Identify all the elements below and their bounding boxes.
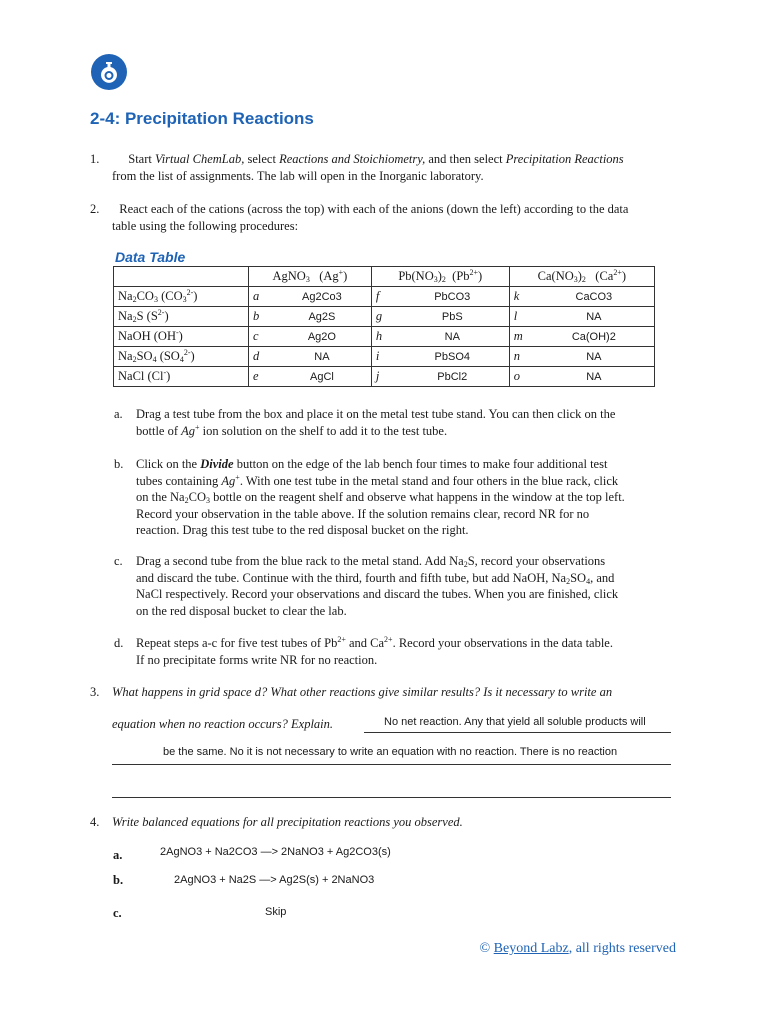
page-title: 2-4: Precipitation Reactions (90, 109, 314, 128)
data-table (113, 266, 655, 387)
table-header-row (114, 267, 655, 287)
footer-text: , all rights reserved (568, 941, 676, 956)
table-row (114, 367, 655, 387)
grid-letter: c (249, 327, 274, 347)
answer-cell[interactable]: Ag2S (273, 307, 371, 327)
table-row (114, 327, 655, 347)
substep-text: on the red disposal bucket to clear the lab. (136, 603, 347, 618)
grid-letter: h (371, 327, 396, 347)
substep-text: NaCl respectively. Record your observations and discard the tubes. When you are finished, click (136, 587, 619, 601)
answer-cell[interactable]: AgCl (273, 367, 371, 387)
answer-cell[interactable]: NA (396, 327, 509, 347)
table-row (114, 347, 655, 367)
answer-line (112, 797, 671, 798)
substep-label: c. (114, 554, 123, 568)
question-3 (90, 685, 612, 700)
equation-label: a. (113, 848, 123, 862)
anion-cell: $Na_2SO_4$ $(SO_4^{2-})$ (114, 347, 249, 367)
flask-logo-icon (91, 54, 127, 90)
step-text: table using the following procedures: (112, 218, 299, 233)
answer-cell[interactable]: Ag2Co3 (273, 287, 371, 307)
substep-text: button on the edge of the lab bench four times to make four additional test (233, 457, 608, 471)
beyond-labz-logo (91, 54, 127, 90)
substep-text: Record your observation in the table above. If the solution remains clear, record NR for no (136, 506, 590, 521)
grid-letter: a (249, 287, 274, 307)
substep-a (114, 406, 615, 439)
step-text: Virtual ChemLab, (154, 152, 245, 166)
equation-label: b. (113, 873, 124, 887)
step-text: Reactions and Stoichiometry, (279, 152, 426, 166)
answer-text[interactable]: No net reaction. Any that yield all soluble products will (384, 716, 646, 728)
answer-text[interactable]: be the same. No it is not necessary to write an equation with no reaction. There is no reaction (163, 746, 618, 758)
answer-line (112, 764, 671, 765)
answer-cell[interactable]: Ca(OH)2 (534, 327, 655, 347)
corner-cell (114, 267, 249, 287)
grid-letter: l (509, 307, 534, 327)
header-agno3: AgNO$_3$ (Ag+) (249, 267, 372, 287)
copyright-symbol: © (479, 941, 491, 956)
substep-text: S, record your observations (467, 554, 606, 568)
brand-link[interactable]: Beyond Labz (493, 941, 569, 956)
question-number: 3. (90, 685, 100, 699)
step-1 (90, 151, 624, 184)
question-text: equation when no reaction occurs? Explain. (112, 717, 334, 731)
answer-cell[interactable]: PbCO3 (396, 287, 509, 307)
answer-cell[interactable]: NA (534, 307, 655, 327)
substep-b (114, 456, 625, 539)
equation-answer[interactable]: 2AgNO3 + Na2CO3 —> 2NaNO3 + Ag2CO3(s) (160, 846, 391, 858)
question-text: What happens in grid space d? What other reactions give similar results? Is it necessary to write an (112, 685, 613, 699)
anion-cell: $Na_2CO_3$ $(CO_3^{2-})$ (114, 287, 249, 307)
answer-cell[interactable]: PbCl2 (396, 367, 509, 387)
answer-cell[interactable]: PbS (396, 307, 509, 327)
answer-cell[interactable]: NA (273, 347, 371, 367)
substep-text: bottle of Ag+ ion solution on the shelf to add it to the test tube. (136, 422, 448, 438)
anion-cell: NaOH (OH-) (114, 327, 249, 347)
data-table-caption: Data Table (115, 249, 186, 265)
substep-text: 2+ (384, 635, 393, 644)
equation-answer[interactable]: Skip (265, 906, 287, 918)
substep-text: Drag a second tube from the blue rack to the metal stand. Add Na (136, 554, 464, 568)
step-text: from the list of assignments. The lab will open in the Inorganic laboratory. (112, 168, 484, 183)
substep-text: 2+ (337, 635, 346, 644)
answer-cell[interactable]: PbSO4 (396, 347, 509, 367)
substep-label: b. (114, 457, 124, 471)
anion-cell: NaCl (Cl-) (114, 367, 249, 387)
step-text: and then select (425, 152, 506, 166)
substep-c (114, 553, 618, 619)
grid-letter: i (371, 347, 396, 367)
grid-letter: j (371, 367, 396, 387)
grid-letter: f (371, 287, 396, 307)
question-4 (90, 815, 463, 830)
question-text: Write balanced equations for all precipitation reactions you observed. (112, 815, 463, 829)
substep-text: . Record your observations in the data table. (392, 636, 613, 650)
grid-letter: g (371, 307, 396, 327)
substep-text: tubes containing Ag+. With one test tube in the metal stand and four others in the blue rack, click (136, 472, 619, 488)
substep-text: on the $Na_2CO_3$ bottle on the reagent shelf and observe what happens in the window at the top left. (136, 490, 625, 505)
step-text: Start (128, 152, 155, 166)
question-number: 4. (90, 815, 100, 829)
table-row (114, 287, 655, 307)
table-row (114, 307, 655, 327)
step-number: 2. (90, 202, 100, 216)
answer-cell[interactable]: CaCO3 (534, 287, 655, 307)
step-2 (90, 201, 628, 234)
anion-cell: $Na_2S$ $(S^{2-})$ (114, 307, 249, 327)
header-pbno3: $Pb(NO_3)_2$ $(Pb^{2+})$ (371, 267, 509, 287)
substep-text: Click on the (136, 457, 201, 471)
answer-line (364, 732, 671, 733)
substep-text: reaction. Drag this test tube to the red disposal bucket on the right. (136, 523, 469, 537)
substep-text: If no precipitate forms write NR for no reaction. (136, 652, 378, 667)
step-text: React each of the cations (across the top) with each of the anions (down the left) according to the data (119, 202, 629, 216)
grid-letter: b (249, 307, 274, 327)
answer-cell[interactable]: Ag2O (273, 327, 371, 347)
equation-label: c. (113, 906, 122, 920)
grid-letter: n (509, 347, 534, 367)
substep-text: Repeat steps a-c for five test tubes of Pb (136, 636, 338, 650)
grid-letter: m (509, 327, 534, 347)
substep-label: a. (114, 407, 123, 421)
grid-letter: d (249, 347, 274, 367)
grid-letter: o (509, 367, 534, 387)
grid-letter: e (249, 367, 274, 387)
step-text: Precipitation Reactions (505, 152, 624, 166)
grid-letter: k (509, 287, 534, 307)
equation-answer[interactable]: 2AgNO3 + Na2S —> Ag2S(s) + 2NaNO3 (174, 874, 375, 886)
step-number: 1. (90, 152, 100, 166)
substep-text: Divide (200, 457, 234, 471)
substep-d (114, 635, 613, 668)
substep-label: d. (114, 636, 124, 650)
substep-text: 2 (463, 560, 468, 569)
answer-cell[interactable]: NA (534, 347, 655, 367)
substep-text: and discard the tube. Continue with the third, fourth and fifth tube, but add NaOH, $Na_2SO_4$, and (136, 570, 615, 586)
footer-copyright (480, 941, 676, 957)
header-cano3: $Ca(NO_3)_2$ $(Ca^{2+})$ (509, 267, 654, 287)
substep-text: and Ca (345, 636, 385, 650)
substep-text: Drag a test tube from the box and place it on the metal test tube stand. You can then click on the (136, 407, 616, 421)
step-text: select (244, 152, 280, 166)
answer-cell[interactable]: NA (534, 367, 655, 387)
